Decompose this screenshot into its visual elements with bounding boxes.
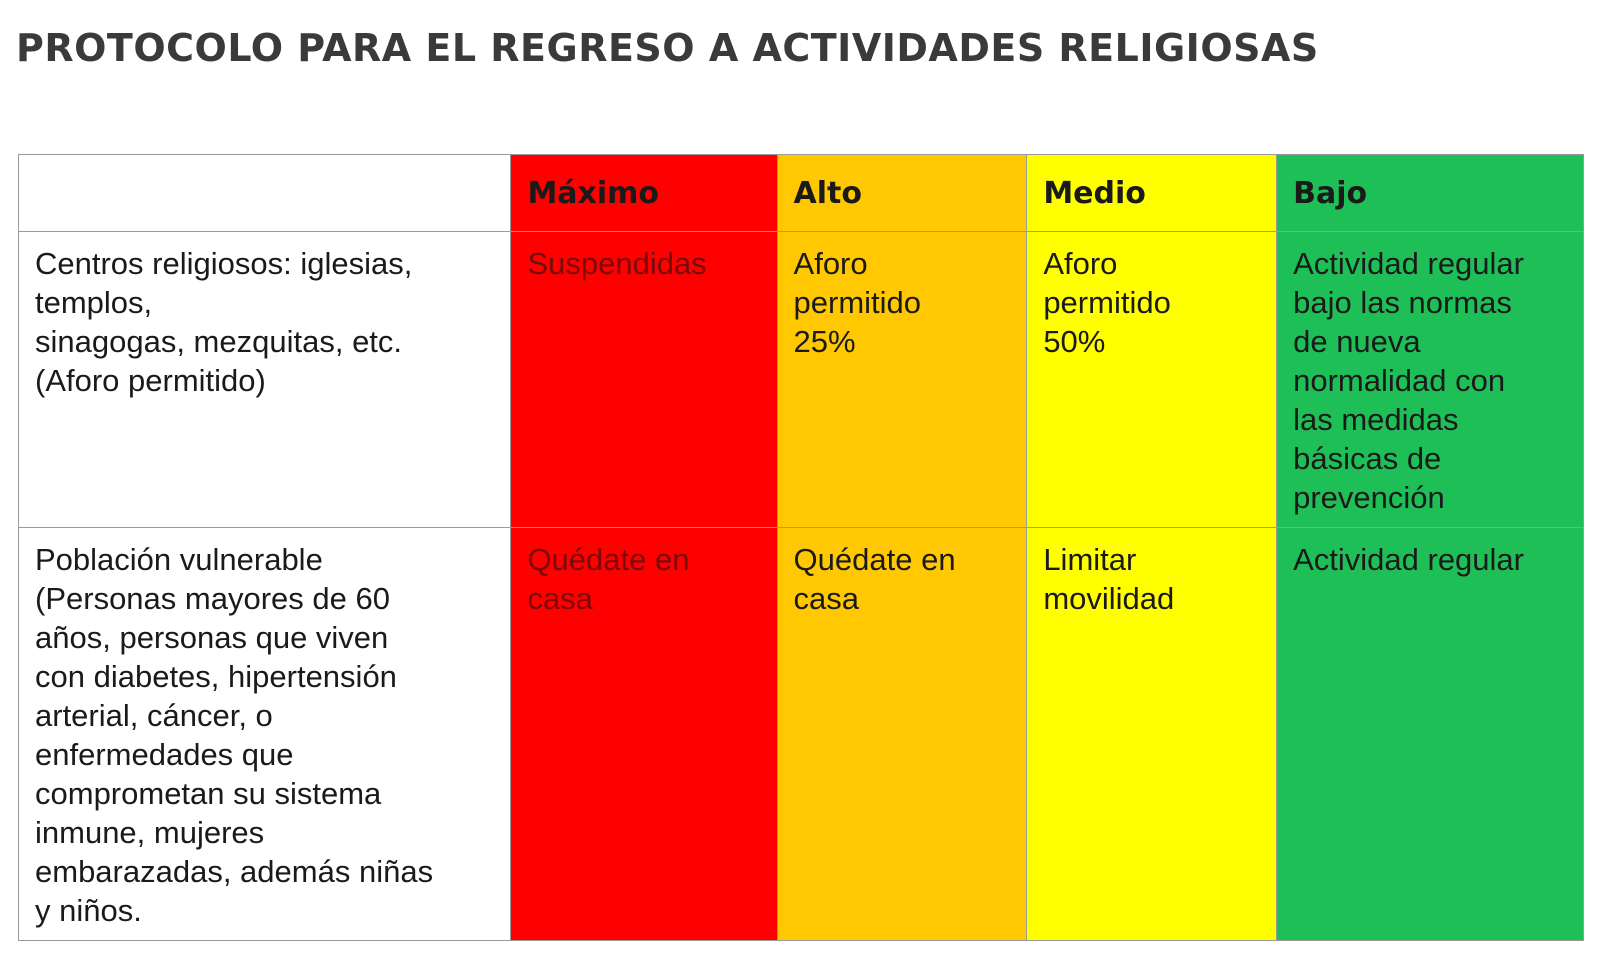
table-row — [19, 232, 1584, 528]
header-level-alto: Alto — [777, 155, 1027, 232]
header-level-medio: Medio — [1027, 155, 1277, 232]
header-level-bajo: Bajo — [1277, 155, 1584, 232]
cell-centros-bajo: Actividad regular bajo las normas de nueva normalidad con las medidas básicas de prevención — [1277, 232, 1584, 528]
row-label-poblacion-vulnerable: Población vulnerable (Personas mayores de 60 años, personas que viven con diabetes, hipertensión arterial, cáncer, o enfermedades que comprometan su sistema inmune, mujeres embarazadas, además niñas y niños. — [19, 528, 511, 941]
cell-centros-alto: Aforo permitido 25% — [777, 232, 1027, 528]
header-blank-cell — [19, 155, 511, 232]
header-level-maximo: Máximo — [511, 155, 777, 232]
protocol-table — [18, 154, 1584, 941]
cell-poblacion-alto: Quédate en casa — [777, 528, 1027, 941]
cell-poblacion-bajo: Actividad regular — [1277, 528, 1584, 941]
row-label-centros-religiosos: Centros religiosos: iglesias, templos, sinagogas, mezquitas, etc. (Aforo permitido) — [19, 232, 511, 528]
table-header-row — [19, 155, 1584, 232]
page-title: PROTOCOLO PARA EL REGRESO A ACTIVIDADES RELIGIOSAS — [16, 26, 1319, 70]
cell-poblacion-maximo: Quédate en casa — [511, 528, 777, 941]
cell-poblacion-medio: Limitar movilidad — [1027, 528, 1277, 941]
table-row — [19, 528, 1584, 941]
cell-centros-medio: Aforo permitido 50% — [1027, 232, 1277, 528]
cell-centros-maximo: Suspendidas — [511, 232, 777, 528]
